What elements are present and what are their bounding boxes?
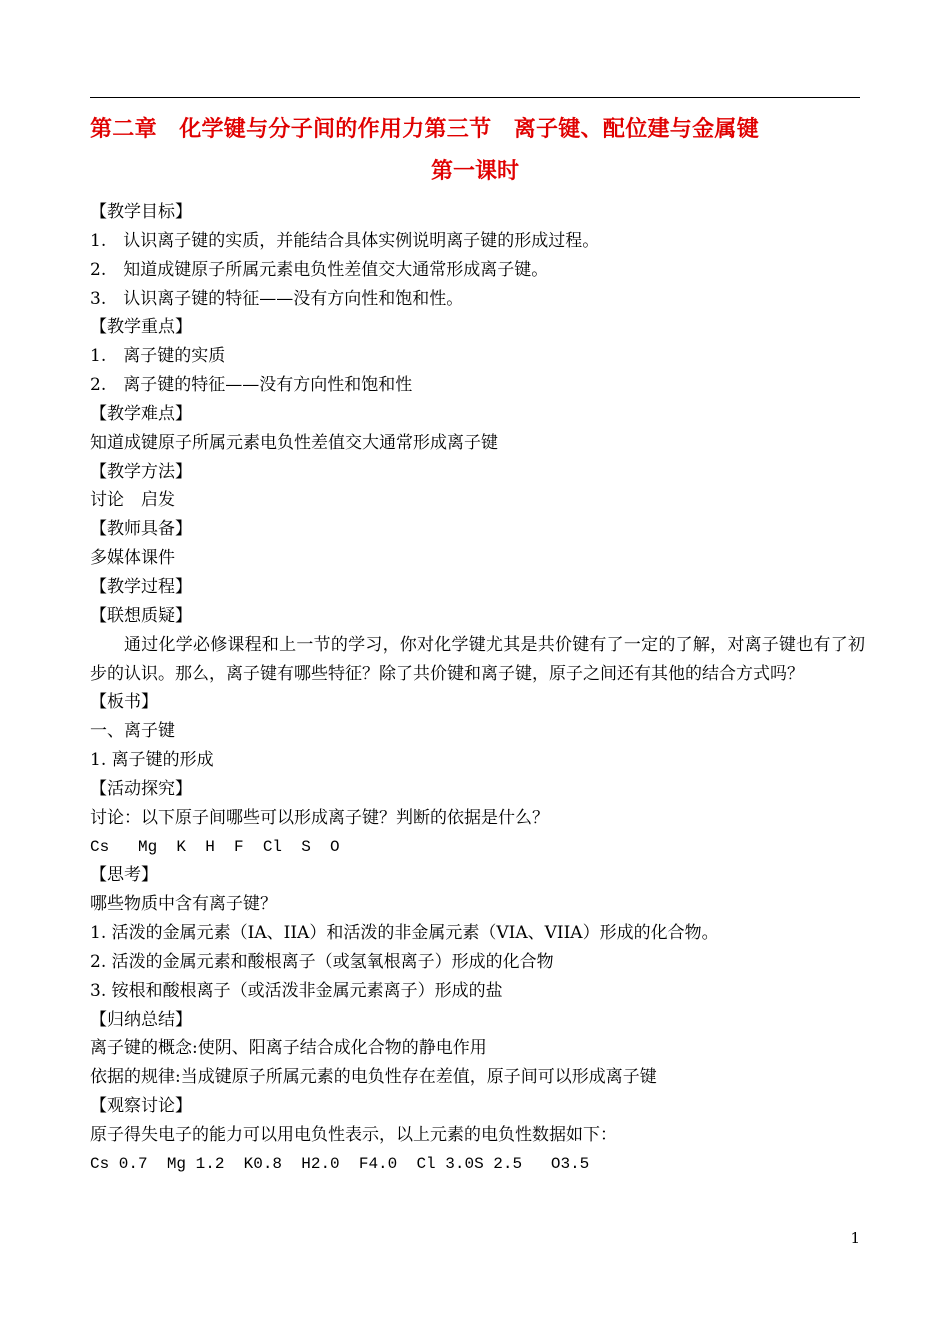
activity-question: 讨论：以下原子间哪些可以形成离子键？判断的依据是什么？: [90, 807, 549, 828]
observation-text: 原子得失电子的能力可以用电负性表示，以上元素的电负性数据如下：: [90, 1125, 617, 1145]
document-body: [90, 198, 865, 1179]
objective-item: 2. 知道成键原子所属元素电负性差值交大通常形成离子键。: [90, 259, 549, 280]
difficulties-heading: 【教学难点】: [90, 403, 192, 424]
page-number: 1: [850, 1229, 860, 1247]
observation-heading: 【观察讨论】: [90, 1096, 192, 1117]
summary-heading: 【归纳总结】: [90, 1009, 192, 1030]
element-list: Cs Mg K H F Cl S O: [90, 837, 340, 856]
objective-item: 1. 认识离子键的实质，并能结合具体实例说明离子键的形成过程。: [90, 230, 600, 251]
thinking-item: 2. 活泼的金属元素和酸根离子（或氢氧根离子）形成的化合物: [90, 951, 554, 972]
summary-concept: 离子键的概念:使阴、阳离子结合成化合物的静电作用: [90, 1038, 487, 1059]
difficulties-text: 知道成键原子所属元素电负性差值交大通常形成离子键: [90, 432, 498, 453]
objectives-heading: 【教学目标】: [90, 202, 192, 222]
thinking-question: 哪些物质中含有离子键？: [90, 894, 277, 915]
thinking-item: 1. 活泼的金属元素（IA、IIA）和活泼的非金属元素（VIA、VIIA）形成的化合物。: [90, 923, 719, 944]
preparation-text: 多媒体课件: [90, 548, 175, 569]
section-heading: 一、离子键: [90, 721, 175, 742]
preparation-heading: 【教师具备】: [90, 519, 192, 540]
methods-text: 讨论 启发: [90, 490, 175, 511]
key-point-item: 2. 离子键的特征——没有方向性和饱和性: [90, 375, 413, 396]
lesson-subtitle: 第一课时: [430, 158, 519, 184]
chapter-title: 第二章 化学键与分子间的作用力第三节 离子键、配位建与金属键: [90, 116, 760, 142]
key-points-heading: 【教学重点】: [90, 317, 192, 338]
board-heading: 【板书】: [90, 692, 158, 713]
thinking-item: 3. 铵根和酸根离子（或活泼非金属元素离子）形成的盐: [90, 980, 503, 1001]
summary-rule: 依据的规律:当成键原子所属元素的电负性存在差值，原子间可以形成离子键: [90, 1067, 657, 1088]
header-rule: [90, 97, 860, 98]
subsection-heading: 1. 离子键的形成: [90, 750, 214, 771]
electronegativity-values: Cs 0.7 Mg 1.2 K0.8 H2.0 F4.0 Cl 3.0S 2.5 O3.5: [90, 1154, 590, 1173]
association-paragraph: 通过化学必修课程和上一节的学习，你对化学键尤其是共价键有了一定的了解，对离子键也有了初步的认识。那么，离子键有哪些特征？除了共价键和离子键，原子之间还有其他的结合方式吗？: [90, 634, 865, 684]
process-heading: 【教学过程】: [90, 576, 192, 597]
methods-heading: 【教学方法】: [90, 461, 192, 482]
objective-item: 3. 认识离子键的特征——没有方向性和饱和性。: [90, 288, 464, 309]
activity-heading: 【活动探究】: [90, 778, 192, 799]
association-heading: 【联想质疑】: [90, 605, 192, 626]
key-point-item: 1. 离子键的实质: [90, 346, 226, 367]
thinking-heading: 【思考】: [90, 865, 158, 886]
